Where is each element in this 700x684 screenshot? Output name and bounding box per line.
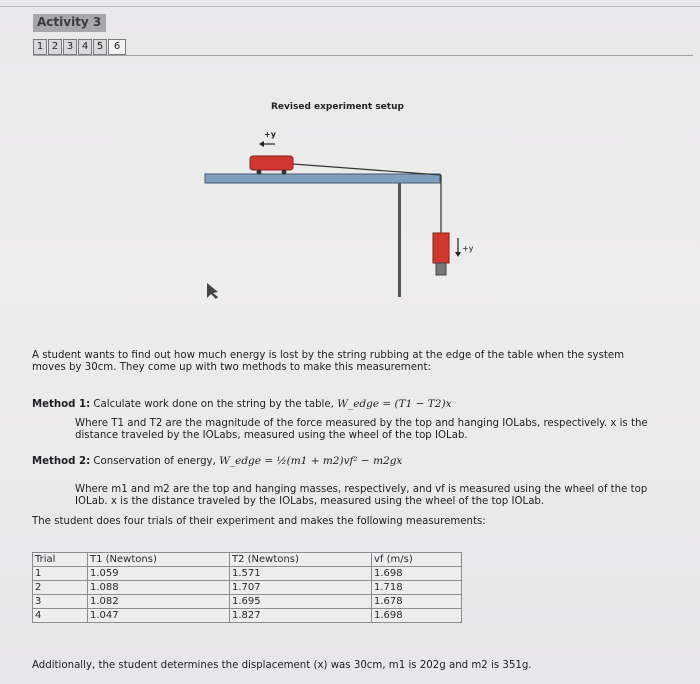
method2-line: Method 2: Conservation of energy, W_edge = ½(m1 + m2)vf² − m2gx (32, 455, 403, 467)
mouse-cursor-icon (207, 283, 218, 299)
method2-description: Where m1 and m2 are the top and hanging masses, respectively, and vf is measured using the wheel of the top IOLab. x is the distance traveled by the IOLabs, measured using the wheel of the top IOLab. (75, 484, 648, 507)
hanging-iolab (433, 233, 449, 263)
header-t1: T1 (Newtons) (88, 553, 230, 567)
table-top (205, 174, 440, 183)
method2-equation: W_edge = ½(m1 + m2)vf² − m2gx (219, 455, 403, 467)
header-trial: Trial (33, 553, 88, 567)
header-vf: vf (m/s) (372, 553, 462, 567)
table-header-row (33, 553, 462, 567)
method1-equation: W_edge = (T1 − T2)x (337, 398, 452, 410)
step-navigation (33, 39, 127, 55)
table-row: 2 1.088 1.707 1.718 (33, 581, 462, 595)
table-row: 4 1.047 1.827 1.698 (33, 609, 462, 623)
table-row: 1 1.059 1.571 1.698 (33, 567, 462, 581)
method1-description: Where T1 and T2 are the magnitude of the force measured by the top and hanging IOLabs, respectively. x is the distance traveled by the IOLabs, measured using the wheel of the top IOLab. (75, 418, 648, 441)
hanging-weight (436, 263, 446, 275)
top-iolab-cart (250, 156, 293, 170)
hanging-axis-arrowhead (455, 252, 461, 257)
activity-tab[interactable]: Activity 3 (33, 14, 106, 32)
measurements-table (32, 552, 462, 623)
trials-intro: The student does four trials of their experiment and makes the following measurements: (32, 516, 486, 527)
top-axis-arrowhead (259, 141, 264, 147)
cart-wheel-right (282, 170, 287, 175)
top-divider (0, 6, 700, 7)
cart-wheel-left (257, 170, 262, 175)
string-horizontal (293, 164, 441, 175)
method1-line: Method 1: Calculate work done on the string by the table, W_edge = (T1 − T2)x (32, 398, 452, 410)
table-row: 3 1.082 1.695 1.678 (33, 595, 462, 609)
step-1[interactable]: 1 (33, 39, 47, 55)
top-axis-label: +y (264, 130, 276, 139)
step-divider (33, 55, 693, 56)
step-6[interactable]: 6 (108, 39, 126, 55)
header-t2: T2 (Newtons) (230, 553, 372, 567)
table-leg (398, 183, 401, 297)
intro-text: A student wants to find out how much energy is lost by the string rubbing at the edge of the table when the system moves by 30cm. They come up with two methods to make this measurement: (32, 350, 625, 373)
hanging-axis-label: +y (462, 244, 474, 253)
footer-text: Additionally, the student determines the displacement (x) was 30cm, m1 is 202g and m2 is 351g. (32, 660, 532, 671)
step-3[interactable]: 3 (63, 39, 77, 55)
experiment-diagram (195, 118, 505, 308)
step-4[interactable]: 4 (78, 39, 92, 55)
step-2[interactable]: 2 (48, 39, 62, 55)
step-5[interactable]: 5 (93, 39, 107, 55)
figure-title: Revised experiment setup (271, 102, 404, 112)
